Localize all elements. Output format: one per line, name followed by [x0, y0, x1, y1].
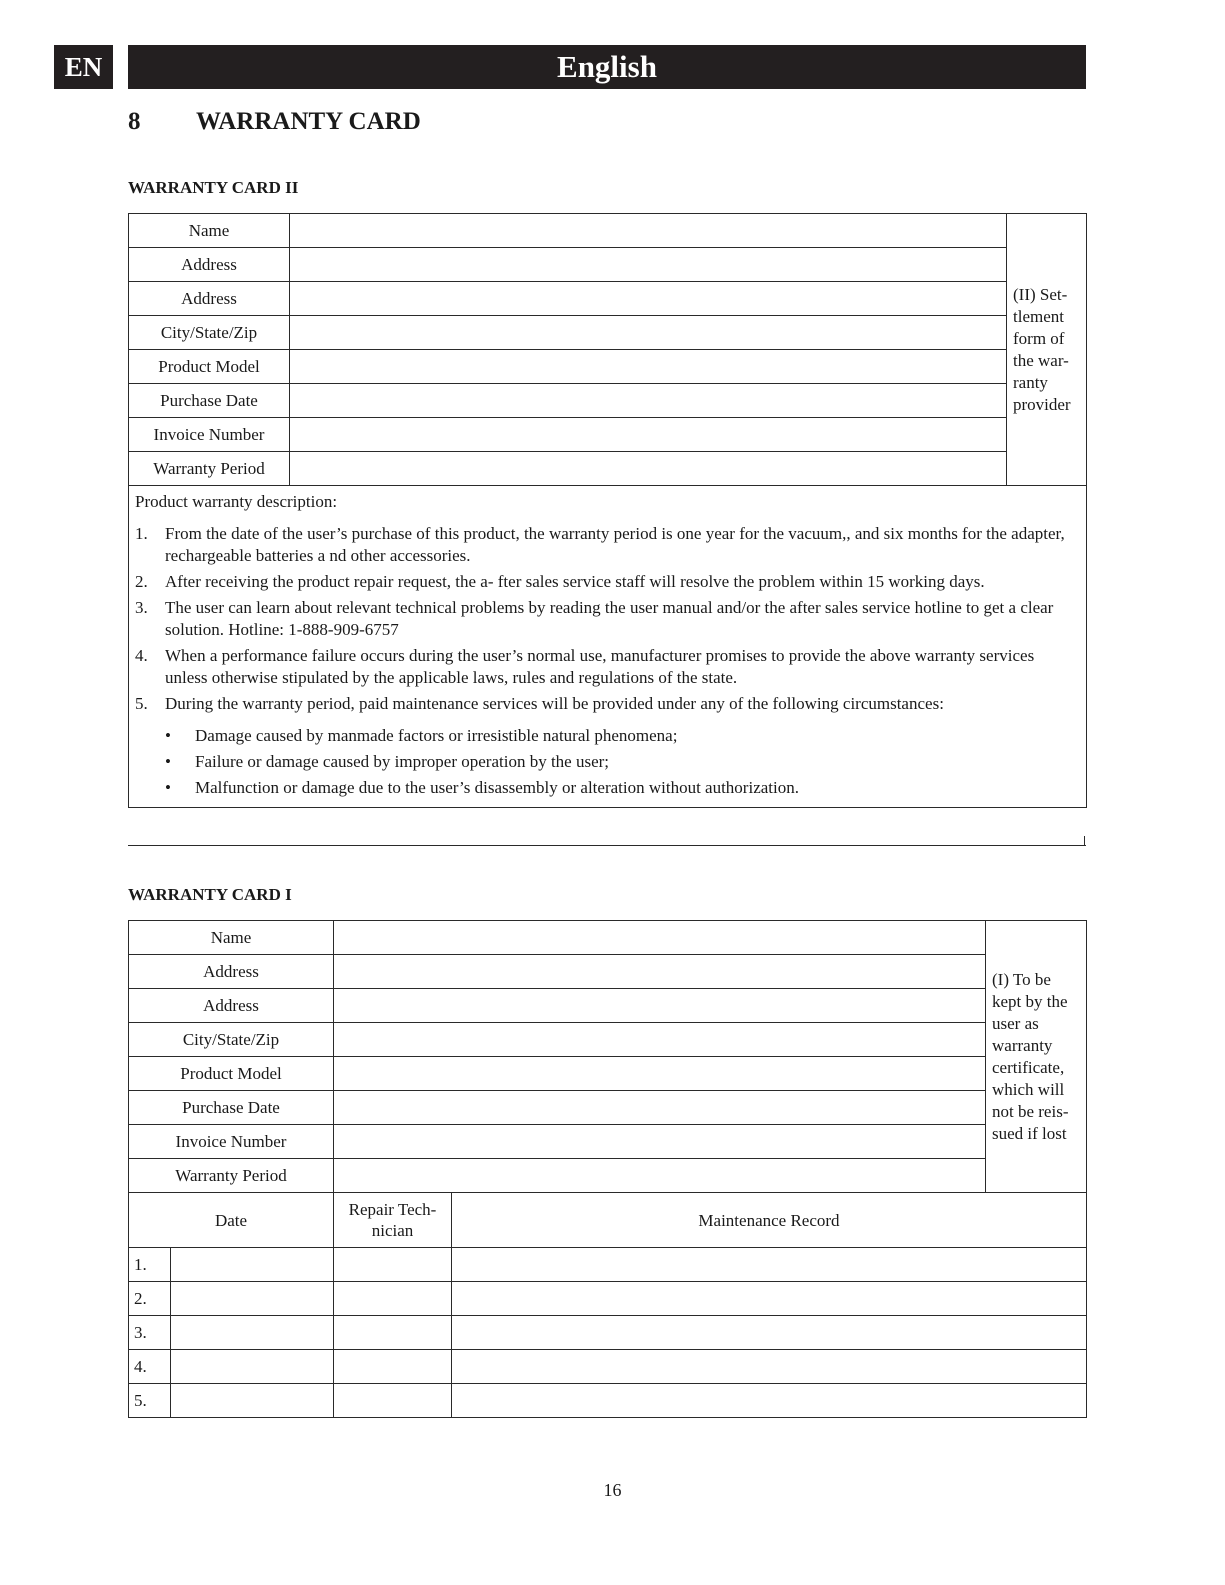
field-label: Address — [129, 282, 290, 316]
row-number: 1. — [129, 1248, 171, 1282]
language-header-bar: English — [128, 45, 1086, 89]
circumstances-list — [135, 725, 1080, 799]
section-title — [128, 108, 421, 136]
cut-line-tick — [1084, 836, 1085, 846]
field-label: Product Model — [129, 1057, 334, 1091]
technician-cell[interactable] — [334, 1350, 452, 1384]
date-cell[interactable] — [171, 1248, 334, 1282]
field-blank[interactable] — [290, 316, 1007, 350]
technician-cell[interactable] — [334, 1316, 452, 1350]
technician-cell[interactable] — [334, 1384, 452, 1418]
field-label: City/State/Zip — [129, 316, 290, 350]
field-label: Address — [129, 989, 334, 1023]
technician-cell[interactable] — [334, 1282, 452, 1316]
field-blank[interactable] — [290, 350, 1007, 384]
field-label: City/State/Zip — [129, 1023, 334, 1057]
record-cell[interactable] — [452, 1384, 1087, 1418]
row-number: 3. — [129, 1316, 171, 1350]
list-item: 3. The user can learn about relevant technical problems by reading the user manual and/or the after sales service hotline to get a clear solution. Hotline: 1-888-909-6757 — [135, 598, 1054, 639]
technician-cell[interactable] — [334, 1248, 452, 1282]
card-2-side-note: (II) Set-tlement form of the war-ranty provider — [1007, 214, 1087, 486]
section-number: 8 — [128, 108, 141, 135]
date-cell[interactable] — [171, 1282, 334, 1316]
date-cell[interactable] — [171, 1350, 334, 1384]
warranty-description — [129, 486, 1087, 808]
field-blank[interactable] — [290, 418, 1007, 452]
list-item: 1. From the date of the user’s purchase of this product, the warranty period is one year for the vacuum,, and six months for the adapter, rechargeable batteries a nd other accessories. — [135, 524, 1065, 565]
field-blank[interactable] — [334, 1125, 986, 1159]
record-cell[interactable] — [452, 1282, 1087, 1316]
field-blank[interactable] — [334, 989, 986, 1023]
col-header-maintenance-record: Maintenance Record — [452, 1193, 1087, 1248]
list-item: 5. During the warranty period, paid maintenance services will be provided under any of the following circumstances: — [135, 694, 944, 713]
field-label: Address — [129, 955, 334, 989]
record-cell[interactable] — [452, 1316, 1087, 1350]
field-blank[interactable] — [334, 921, 986, 955]
description-title: Product warranty description: — [135, 492, 338, 511]
field-blank[interactable] — [290, 282, 1007, 316]
bullet-item: • Damage caused by manmade factors or irresistible natural phenomena; — [165, 726, 678, 745]
date-cell[interactable] — [171, 1316, 334, 1350]
bullet-item: • Malfunction or damage due to the user’s disassembly or alteration without authorization. — [165, 778, 799, 797]
field-label: Warranty Period — [129, 452, 290, 486]
row-number: 4. — [129, 1350, 171, 1384]
row-number: 5. — [129, 1384, 171, 1418]
date-cell[interactable] — [171, 1384, 334, 1418]
field-blank[interactable] — [334, 1159, 986, 1193]
field-blank[interactable] — [334, 1091, 986, 1125]
field-blank[interactable] — [290, 248, 1007, 282]
field-blank[interactable] — [290, 384, 1007, 418]
field-label: Warranty Period — [129, 1159, 334, 1193]
list-item: 4. When a performance failure occurs during the user’s normal use, manufacturer promises to provide the above warranty services unless otherwise stipulated by the applicable laws, rules and regulations of the state. — [135, 646, 1035, 687]
field-label: Purchase Date — [129, 1091, 334, 1125]
field-label: Invoice Number — [129, 1125, 334, 1159]
cut-line — [128, 845, 1086, 846]
field-blank[interactable] — [334, 1023, 986, 1057]
field-blank[interactable] — [334, 1057, 986, 1091]
card-2-heading: WARRANTY CARD II — [128, 178, 299, 197]
field-label: Invoice Number — [129, 418, 290, 452]
record-cell[interactable] — [452, 1350, 1087, 1384]
section-heading: WARRANTY CARD — [196, 108, 421, 135]
field-label: Name — [129, 214, 290, 248]
field-label: Address — [129, 248, 290, 282]
field-label: Product Model — [129, 350, 290, 384]
list-item: 2. After receiving the product repair request, the a- fter sales service staff will resolve the problem within 15 working days. — [135, 572, 985, 591]
field-label: Purchase Date — [129, 384, 290, 418]
card-1-side-note: (I) To be kept by the user as warranty certificate, which will not be reis-sued if lost — [986, 921, 1087, 1193]
language-badge: EN — [54, 45, 113, 89]
bullet-item: • Failure or damage caused by improper operation by the user; — [165, 752, 610, 771]
col-header-technician: Repair Tech-nician — [334, 1193, 452, 1248]
field-blank[interactable] — [334, 955, 986, 989]
record-cell[interactable] — [452, 1248, 1087, 1282]
page-number: 16 — [603, 1480, 622, 1500]
description-list — [135, 523, 1080, 715]
field-blank[interactable] — [290, 452, 1007, 486]
col-header-date: Date — [129, 1193, 334, 1248]
field-blank[interactable] — [290, 214, 1007, 248]
card-1-heading: WARRANTY CARD I — [128, 885, 292, 904]
field-label: Name — [129, 921, 334, 955]
warranty-card-1-table — [128, 920, 1087, 1418]
warranty-card-2-table — [128, 213, 1087, 808]
row-number: 2. — [129, 1282, 171, 1316]
